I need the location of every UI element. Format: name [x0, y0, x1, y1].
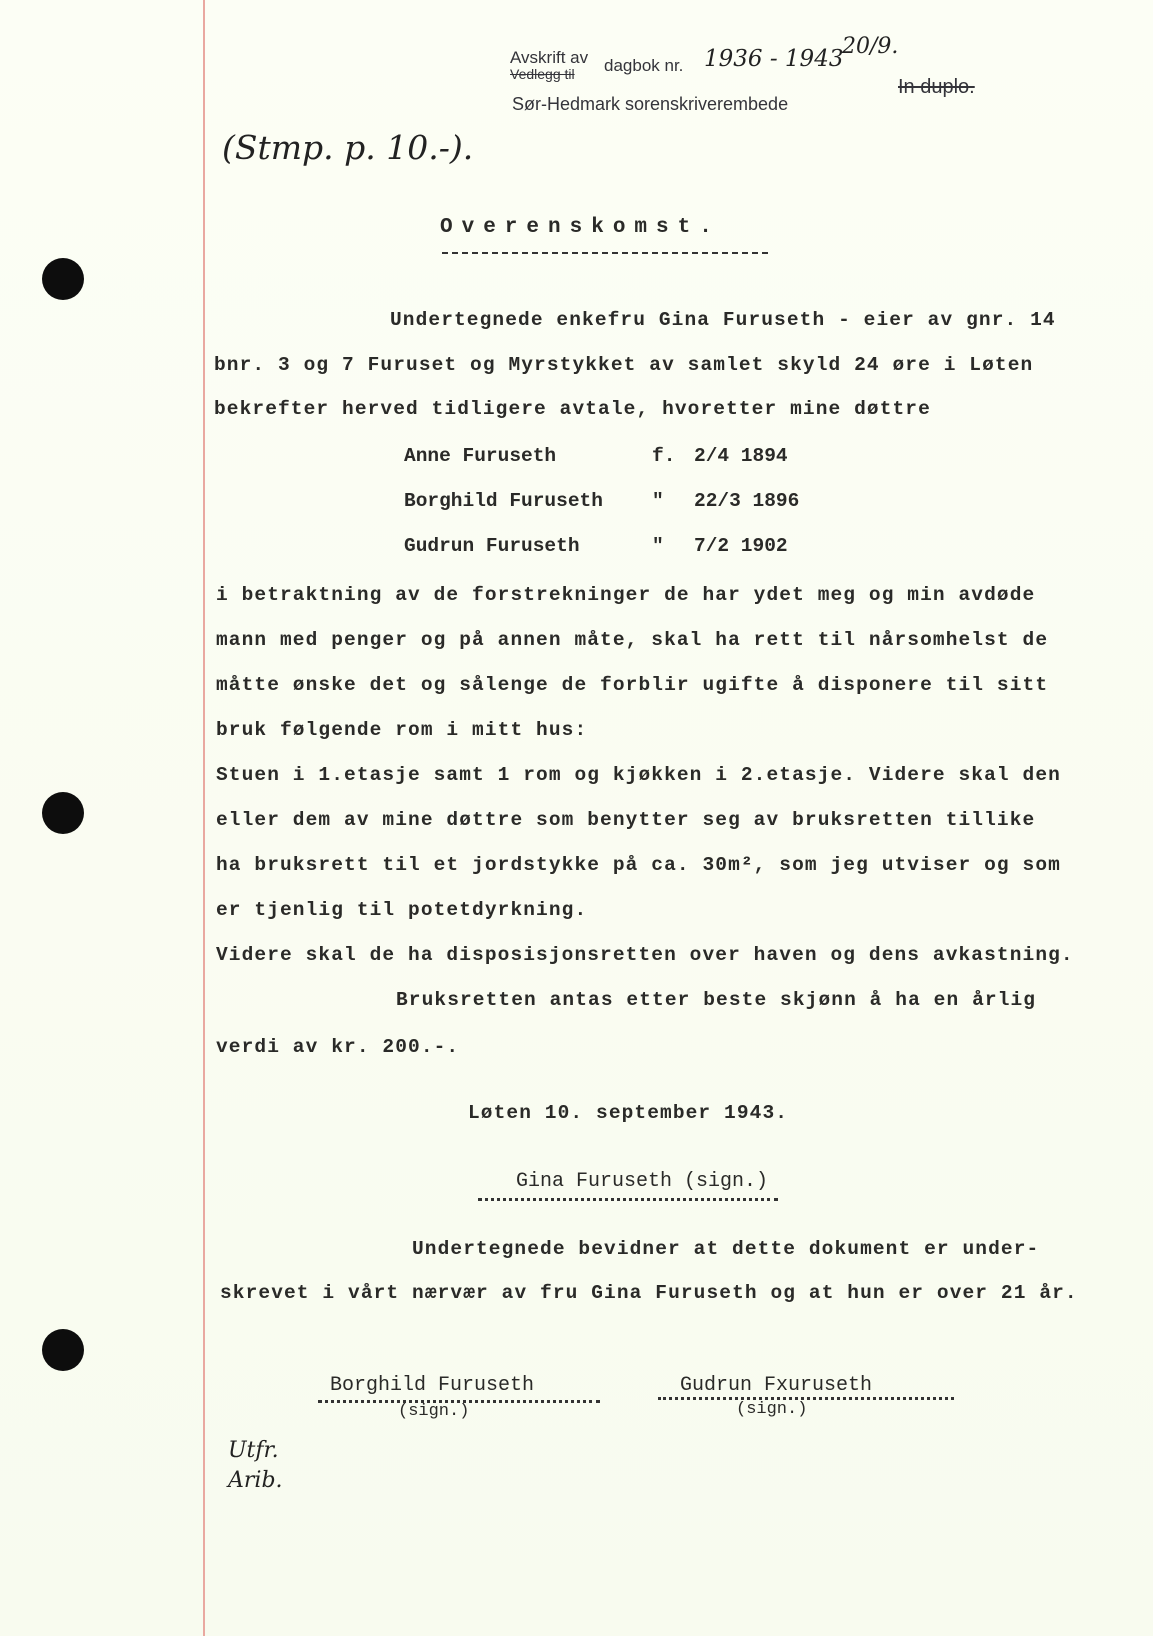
- punch-hole: [42, 258, 84, 300]
- witness-line: skrevet i vårt nærvær av fru Gina Furuseth og at hun er over 21 år.: [220, 1282, 1078, 1304]
- daughter-name: Anne Furuseth: [404, 445, 557, 467]
- witness-sign: (sign.): [736, 1400, 808, 1419]
- date-note: 20/9.: [842, 34, 899, 59]
- dagbok-number: 1936 - 1943: [704, 46, 844, 72]
- fee-note: (Stmp. p. 10.-).: [222, 128, 474, 167]
- body-line: bruk følgende rom i mitt hus:: [216, 719, 588, 741]
- daughter-date: 2/4 1894: [694, 445, 788, 467]
- daughter-name: Gudrun Furuseth: [404, 535, 580, 557]
- punch-hole: [42, 792, 84, 834]
- body-line: mann med penger og på annen måte, skal ha rett til nårsomhelst de: [216, 629, 1049, 651]
- body-line: er tjenlig til potetdyrkning.: [216, 899, 588, 921]
- margin-line: [203, 0, 205, 1636]
- duplo-note: In duplo.: [898, 76, 975, 98]
- body-line: Stuen i 1.etasje samt 1 rom og kjøkken i 2.etasje. Videre skal den: [216, 764, 1061, 786]
- intro-line: Undertegnede enkefru Gina Furuseth - eier av gnr. 14: [390, 309, 1056, 331]
- document-title: Overenskomst.: [440, 216, 721, 239]
- handwritten-initials: Utfr. Arib.: [228, 1438, 283, 1493]
- main-signature: Gina Furuseth (sign.): [516, 1170, 769, 1193]
- body-line: ha bruksrett til et jordstykke på ca. 30m², som jeg utviser og som: [216, 854, 1061, 876]
- avskrift-label: Avskrift av: [510, 48, 589, 67]
- struck-label: Vedlegg til: [510, 66, 575, 82]
- office-stamp: Sør-Hedmark sorenskriverembede: [512, 94, 789, 114]
- body-line: Videre skal de ha disposisjonsretten over haven og dens avkastning.: [216, 944, 1074, 966]
- punch-hole: [42, 1329, 84, 1371]
- body-line: Bruksretten antas etter beste skjønn å ha en årlig: [396, 989, 1037, 1011]
- body-line: eller dem av mine døttre som benytter seg av bruksretten tillike: [216, 809, 1036, 831]
- witness-line: Undertegnede bevidner at dette dokument er under-: [412, 1238, 1040, 1260]
- title-underline: [442, 252, 768, 254]
- body-line: i betraktning av de forstrekninger de har ydet meg og min avdøde: [216, 584, 1036, 606]
- intro-line: bekrefter herved tidligere avtale, hvoretter mine døttre: [214, 398, 931, 420]
- witness-sign: (sign.): [398, 1402, 470, 1421]
- dagbok-label: dagbok nr.: [604, 56, 684, 75]
- daughter-mark: ": [652, 490, 664, 512]
- signature-line: [478, 1198, 778, 1201]
- daughter-mark: f.: [652, 445, 676, 467]
- body-line: måtte ønske det og sålenge de forblir ugifte å disponere til sitt: [216, 674, 1049, 696]
- witness-name: Gudrun Fxuruseth: [680, 1374, 873, 1397]
- intro-line: bnr. 3 og 7 Furuset og Myrstykket av samlet skyld 24 øre i Løten: [214, 354, 1034, 376]
- daughter-date: 7/2 1902: [694, 535, 788, 557]
- daughter-name: Borghild Furuseth: [404, 490, 603, 512]
- body-line: verdi av kr. 200.-.: [216, 1036, 460, 1058]
- witness-name: Borghild Furuseth: [330, 1374, 535, 1397]
- daughter-mark: ": [652, 535, 664, 557]
- place-date: Løten 10. september 1943.: [468, 1102, 789, 1124]
- daughter-date: 22/3 1896: [694, 490, 800, 512]
